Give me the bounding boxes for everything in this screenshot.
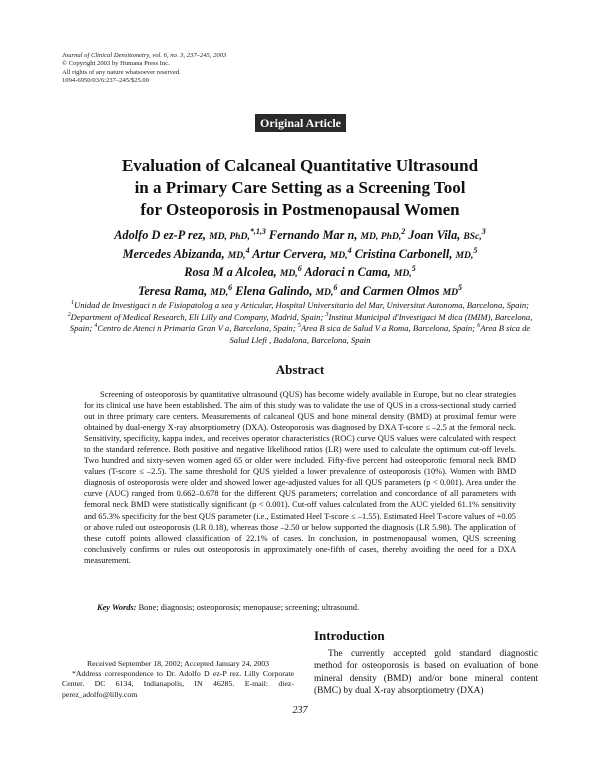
affiliation-6: Area B sica de Salud Llefi , Badalona, Barcelona, Spain bbox=[229, 323, 531, 345]
author-affil-sup: 5 bbox=[411, 263, 416, 273]
author-affil-sup: 5 bbox=[473, 245, 478, 255]
introduction-heading: Introduction bbox=[314, 628, 385, 643]
author-degree: MD, PhD, bbox=[360, 231, 402, 242]
title-line-1: Evaluation of Calcaneal Quantitative Ultrasound bbox=[121, 156, 479, 175]
author-name: Artur Cervera, bbox=[252, 246, 327, 261]
keywords-label: Key Words: bbox=[97, 603, 137, 612]
author-name: Teresa Rama, bbox=[137, 283, 208, 298]
affiliation-2: Department of Medical Research, Eli Lilly and Company, Madrid, Spain; bbox=[70, 311, 324, 322]
keywords bbox=[97, 602, 517, 613]
rights-line: All rights of any nature whatsoever reserved. bbox=[62, 68, 181, 76]
author-affil-sup: 4 bbox=[245, 245, 250, 255]
author-name: Cristina Carbonell, bbox=[354, 246, 453, 261]
footnote-block bbox=[62, 659, 294, 700]
author-affil-sup: 6 bbox=[297, 263, 302, 273]
author-affil-sup: 2 bbox=[401, 226, 406, 236]
abstract-heading: Abstract bbox=[275, 362, 325, 377]
author-affil-sup: *,1,3 bbox=[249, 226, 266, 236]
journal-header bbox=[62, 52, 226, 85]
author-name: Mercedes Abizanda, bbox=[122, 246, 225, 261]
author-affil-sup: 6 bbox=[228, 282, 233, 292]
author-affil-sup: 5 bbox=[458, 282, 463, 292]
author-name: and Carmen Olmos bbox=[340, 283, 440, 298]
article-type-badge: Original Article bbox=[255, 114, 346, 132]
author-degree: MD bbox=[442, 286, 459, 298]
author-degree: MD, PhD, bbox=[209, 231, 250, 242]
author-name: Adolfo D ez-P rez, bbox=[114, 228, 206, 242]
keywords-list: Bone; diagnosis; osteoporosis; menopause; screening; ultrasound. bbox=[138, 603, 360, 612]
journal-citation: Journal of Clinical Densitometry, vol. 6, no. 3, 237–245, 2003 bbox=[62, 52, 227, 59]
author-name: Adoraci n Cama, bbox=[304, 265, 391, 279]
author-affil-sup: 6 bbox=[333, 282, 338, 292]
copyright-line: © Copyright 2003 by Humana Press Inc. bbox=[62, 60, 170, 68]
author-degree: MD, bbox=[227, 249, 246, 261]
author-degree: MD, bbox=[210, 286, 229, 298]
author-degree: BSc, bbox=[463, 231, 482, 242]
affiliation-1: Unidad de Investigaci n de Fisiopatolog a sea y Articular, Hospital Universitario del Mar, Universitat Autonoma, Barcelona, Spain; bbox=[73, 300, 530, 310]
author-name: Rosa M a Alcolea, bbox=[184, 265, 277, 279]
correspondence-note: *Address correspondence to Dr. Adolfo D ez-P rez. Lilly Corporate Center. DC 6134, Indianapolis, IN 46285. E-mail: diez-perez_adolfo@lilly.com bbox=[62, 669, 294, 699]
author-affil-sup: 4 bbox=[347, 245, 352, 255]
affiliation-4: Centro de Atenci n Primaria Gran V a, Barcelona, Spain; bbox=[97, 323, 296, 333]
title-line-3: for Osteoporosis in Postmenopausal Women bbox=[140, 200, 460, 219]
author-name: Fernando Mar n, bbox=[268, 228, 358, 242]
abstract-body: Screening of osteoporosis by quantitative ultrasound (QUS) has become widely available in Europe, but no clear strategies for its clinical use have been established. The aim of this study was to validate the use of QUS in a cross-sectional study carried out in three primary care centers. Measurements of calcaneal QUS and bone mineral density (BMD) at proximal femur were obtained by dual-energy X-ray absorptiometry (DXA). Osteoporosis was diagnosed by DXA T-score ≤ –2.5 at the femoral neck. Sensitivity, specificity, kappa index, and receives operator characteristics (ROC) curve QUS values were calculated with respect to the standard reference. Both positive and negative likelihood ratios (LR) were used to calculate the optimum cut-off levels. Two hundred and sixty-seven women aged 65 or older were included. Fifty-five percent had osteoporotic femoral neck BMD values (T-score ≤ –2.5). The same threshold for QUS yielded a lower prevalence of osteoporosis (10%). Women with BMD diagnosis of osteoporosis were older and showed lower age-adjusted values for all QUS parameters (p < 0.001). Area under the curve (AUC) ranged from 0.662–0.678 for the different QUS parameters; correlation and concordance of all parameters with femoral neck BMD were statistically significant (p < 0.001). Cut-off values calculated from the AUC yielded 61.1% sensitivity and 65.3% specificity for the best QUS parameter (i.e., Estimated Heel T-score ≤ –1.55). Estimated Heel T-score values of +0.05 or above ruled out osteoporosis (LR 0.18), whereas those –2.50 or below supported the diagnosis (LR 5.98). The application of these cutoff points allowed classification of 22.1% of cases. In conclusion, in postmenopausal women, QUS screening conclusively confirms or rules out osteoporosis in approximately one-fifth of cases, thereby avoiding the need for a DXA measurement. bbox=[84, 390, 516, 565]
author-degree: MD, bbox=[455, 249, 474, 261]
author-degree: MD, bbox=[279, 268, 298, 279]
author-degree: MD, bbox=[393, 268, 412, 279]
author-degree: MD, bbox=[315, 286, 334, 298]
affiliations: $^1$Unidad de Investigaci n de Fisiopatolog a sea y Articular, Hospital Universitario del Mar, Universitat Autonoma, Barcelona, Spain; $^2$Department of Medical Research, Eli Lilly and Company, Madrid, Spain; $^3$Institut Municipal d'Investigaci M dica (IMIM), Barcelona, Spain; $^4$Centro de Atenci n Primaria Gran V a, Barcelona, Spain; $^5$Area B sica de Salud V a Roma, Barcelona, Spain; $^6$Area B sica de Salud Llefi , Badalona, Barcelona, Spain bbox=[67, 300, 533, 345]
page-number: 237 bbox=[292, 705, 308, 716]
author-degree: MD, bbox=[329, 249, 348, 261]
introduction-body: The currently accepted gold standard diagnostic method for osteoporosis is based on evaluation of bone mineral density (BMD) and/or bone mineral content (BMC) by dual X-ray absorptiometry (DXA) bbox=[314, 649, 538, 697]
author-name: Elena Galindo, bbox=[235, 283, 313, 298]
received-dates: Received September 18, 2002; Accepted January 24, 2003 bbox=[86, 659, 270, 668]
author-list bbox=[60, 227, 540, 301]
title-line-2: in a Primary Care Setting as a Screening Tool bbox=[134, 178, 466, 197]
author-affil-sup: 3 bbox=[481, 226, 486, 236]
author-name: Joan Vila, bbox=[408, 228, 461, 242]
issn-line: 1094-6950/03/6:237–245/$25.00 bbox=[62, 76, 150, 84]
paper-title bbox=[60, 155, 540, 221]
affiliation-3: Institut Municipal d'Investigaci M dica (IMIM), Barcelona, Spain; bbox=[69, 311, 533, 333]
affiliation-5: Area B sica de Salud V a Roma, Barcelona, Spain; bbox=[300, 323, 476, 333]
